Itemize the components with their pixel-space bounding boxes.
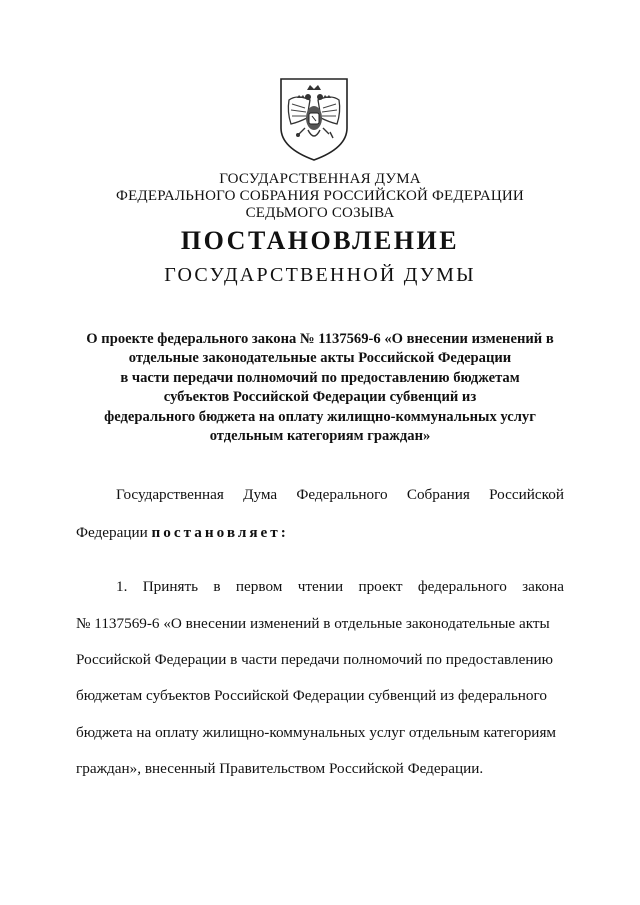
subject-line: субъектов Российской Федерации субвенций из	[163, 389, 477, 406]
resolves-word: постановляет:	[151, 524, 289, 541]
header-line-3: СЕДЬМОГО СОЗЫВА	[245, 205, 395, 221]
item1-word: первом	[235, 578, 283, 595]
item1-line-1	[116, 578, 564, 596]
subject-line: федерального бюджета на оплату жилищно-коммунальных услуг	[104, 408, 536, 425]
coat-of-arms-emblem	[277, 76, 351, 162]
preamble-line-1	[116, 486, 564, 504]
preamble-word: Государственная	[116, 486, 224, 503]
preamble-word: Дума	[243, 486, 278, 503]
document-title: ПОСТАНОВЛЕНИЕ	[180, 226, 460, 255]
item1-line-4: бюджетам субъектов Российской Федерации субвенций из федерального	[76, 687, 547, 704]
preamble-word: Российской	[489, 486, 564, 503]
item1-word: чтении	[297, 578, 344, 595]
header-line-1: ГОСУДАРСТВЕННАЯ ДУМА	[219, 171, 421, 187]
document-subtitle: ГОСУДАРСТВЕННОЙ ДУМЫ	[164, 264, 476, 286]
item1-line-3: Российской Федерации в части передачи полномочий по предоставлению	[76, 651, 553, 668]
item1-word: Принять	[142, 578, 199, 595]
item1-word: закона	[522, 578, 564, 595]
preamble-word: Федерального	[296, 486, 388, 503]
item1-word: проект	[358, 578, 403, 595]
preamble-line-2	[76, 524, 564, 542]
preamble-text: Федерации	[76, 524, 152, 541]
item1-word: 1.	[116, 578, 128, 595]
item1-word: в	[213, 578, 221, 595]
item1-line-6: граждан», внесенный Правительством Российской Федерации.	[76, 760, 484, 777]
subject-line: О проекте федерального закона № 1137569-6 «О внесении изменений в	[86, 331, 554, 347]
preamble-word: Собрания	[406, 486, 470, 503]
subject-line: отдельным категориям граждан»	[209, 428, 431, 445]
resolution-subject	[60, 330, 580, 446]
header-line-2: ФЕДЕРАЛЬНОГО СОБРАНИЯ РОССИЙСКОЙ ФЕДЕРАЦИИ	[116, 188, 524, 204]
subject-line: в части передачи полномочий по предоставлению бюджетам	[120, 369, 520, 386]
item1-line-2: № 1137569-6 «О внесении изменений в отдельные законодательные акты	[76, 615, 550, 632]
issuer-header	[0, 171, 640, 222]
item1-line-5: бюджета на оплату жилищно-коммунальных услуг отдельным категориям	[76, 724, 557, 741]
item1-word: федерального	[417, 578, 507, 595]
subject-line: отдельные законодательные акты Российской Федерации	[128, 350, 512, 367]
